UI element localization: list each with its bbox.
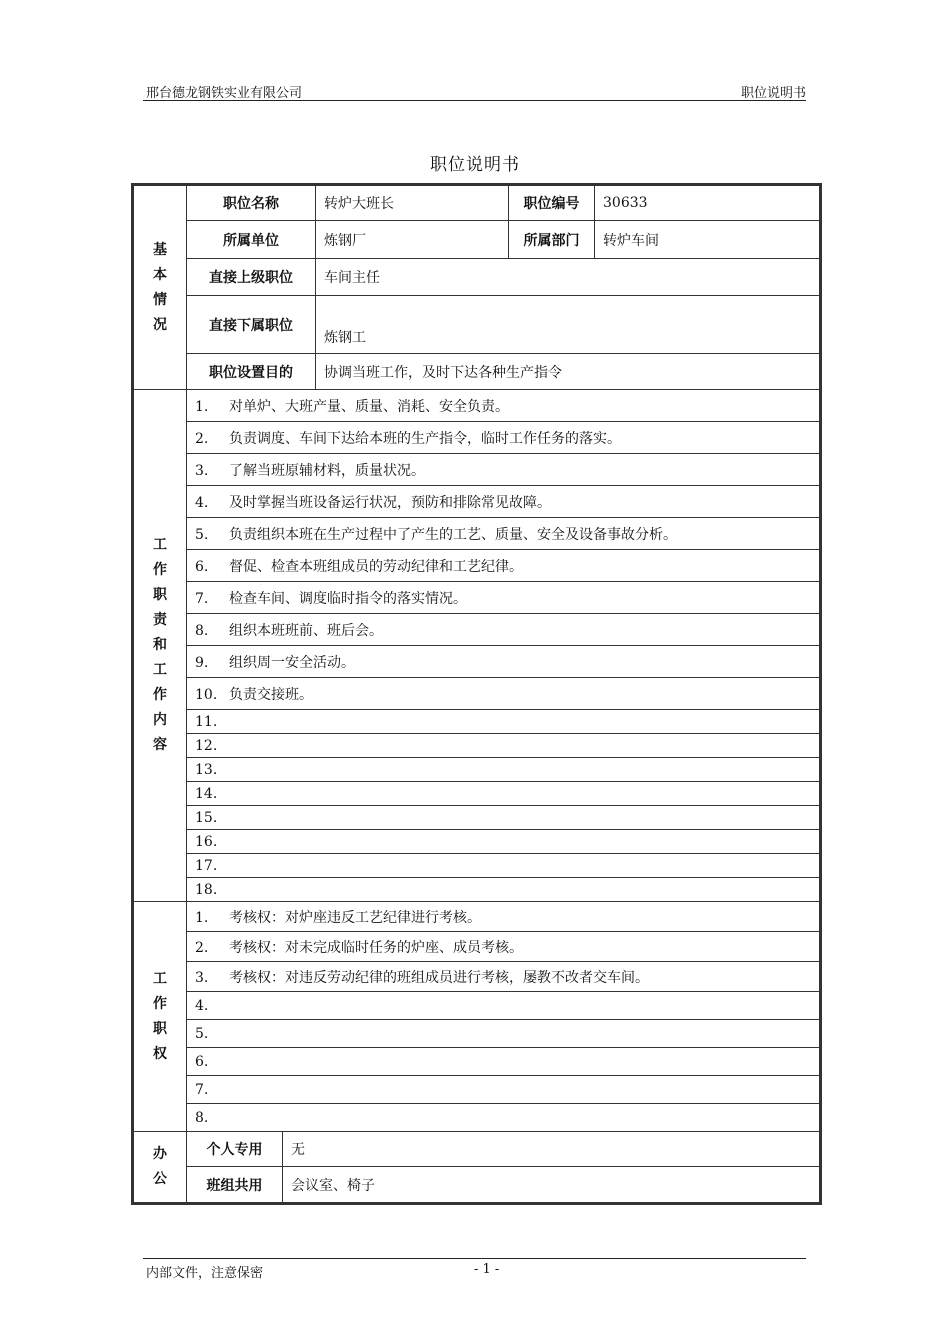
duties-item bbox=[187, 830, 821, 854]
duties-item bbox=[187, 678, 821, 710]
duties-item-number: 1. bbox=[195, 398, 209, 415]
duties-item-number: 15. bbox=[195, 809, 218, 826]
duties-item-text: 负责交接班。 bbox=[229, 686, 313, 703]
duties-item-number: 5. bbox=[195, 526, 209, 543]
duties-item-number: 18. bbox=[195, 881, 218, 898]
dept-value: 转炉车间 bbox=[595, 221, 821, 259]
position-name-value: 转炉大班长 bbox=[316, 185, 509, 221]
personal-use-label: 个人专用 bbox=[187, 1132, 283, 1167]
duties-item-number: 16. bbox=[195, 833, 218, 850]
position-name-label: 职位名称 bbox=[187, 185, 316, 221]
duties-item-text: 及时掌握当班设备运行状况，预防和排除常见故障。 bbox=[229, 494, 551, 511]
section-duties-label: 工 作 职 责 和 工 作 内 容 bbox=[133, 390, 187, 902]
duties-item bbox=[187, 646, 821, 678]
dept-label: 所属部门 bbox=[509, 221, 595, 259]
duties-item-number: 9. bbox=[195, 654, 209, 671]
authority-item bbox=[187, 962, 821, 992]
authority-item-number: 5. bbox=[195, 1025, 209, 1042]
page-number: - 1 - bbox=[474, 1262, 500, 1277]
section-basic-label: 基 本 情 况 bbox=[133, 185, 187, 390]
shared-use-label: 班组共用 bbox=[187, 1167, 283, 1204]
authority-item bbox=[187, 992, 821, 1020]
section-office-label: 办 公 bbox=[133, 1132, 187, 1204]
duties-item-number: 13. bbox=[195, 761, 218, 778]
unit-value: 炼钢厂 bbox=[316, 221, 509, 259]
duties-item bbox=[187, 614, 821, 646]
section-authority-label: 工 作 职 权 bbox=[133, 902, 187, 1132]
subordinate-value: 炼钢工 bbox=[316, 296, 821, 354]
footer-note: 内部文件，注意保密 bbox=[146, 1266, 264, 1281]
duties-item bbox=[187, 878, 821, 902]
superior-value: 车间主任 bbox=[316, 259, 821, 296]
duties-item bbox=[187, 782, 821, 806]
authority-item-number: 2. bbox=[195, 939, 209, 956]
superior-label: 直接上级职位 bbox=[187, 259, 316, 296]
authority-item bbox=[187, 1020, 821, 1048]
duties-item-number: 3. bbox=[195, 462, 209, 479]
duties-item-text: 对单炉、大班产量、质量、消耗、安全负责。 bbox=[229, 398, 509, 415]
authority-item-text: 考核权：对违反劳动纪律的班组成员进行考核，屡教不改者交车间。 bbox=[229, 969, 649, 986]
duties-item-text: 了解当班原辅材料，质量状况。 bbox=[229, 462, 425, 479]
duties-item-number: 4. bbox=[195, 494, 209, 511]
duties-item bbox=[187, 734, 821, 758]
purpose-value: 协调当班工作，及时下达各种生产指令 bbox=[316, 354, 821, 390]
duties-item bbox=[187, 854, 821, 878]
duties-item-text: 组织周一安全活动。 bbox=[229, 654, 355, 671]
authority-item-number: 4. bbox=[195, 997, 209, 1014]
authority-item-text: 考核权：对炉座违反工艺纪律进行考核。 bbox=[229, 909, 481, 926]
authority-item bbox=[187, 932, 821, 962]
duties-item-number: 8. bbox=[195, 622, 209, 639]
header-divider bbox=[143, 100, 806, 101]
job-description-table bbox=[131, 183, 822, 1205]
duties-item-number: 11. bbox=[195, 713, 218, 730]
duties-item bbox=[187, 422, 821, 454]
authority-item-number: 3. bbox=[195, 969, 209, 986]
duties-item-number: 14. bbox=[195, 785, 218, 802]
header-doc-type: 职位说明书 bbox=[740, 86, 806, 101]
authority-item-number: 6. bbox=[195, 1053, 209, 1070]
position-code-value: 30633 bbox=[595, 185, 821, 221]
authority-item-text: 考核权：对未完成临时任务的炉座、成员考核。 bbox=[229, 939, 523, 956]
duties-item-text: 督促、检查本班组成员的劳动纪律和工艺纪律。 bbox=[229, 558, 523, 575]
footer-divider bbox=[143, 1258, 806, 1259]
duties-item-number: 17. bbox=[195, 857, 218, 874]
duties-item-text: 组织本班班前、班后会。 bbox=[229, 622, 383, 639]
subordinate-label: 直接下属职位 bbox=[187, 296, 316, 354]
duties-item-number: 2. bbox=[195, 430, 209, 447]
duties-item-number: 10. bbox=[195, 686, 218, 703]
duties-item-number: 7. bbox=[195, 590, 209, 607]
duties-item bbox=[187, 518, 821, 550]
authority-item bbox=[187, 1048, 821, 1076]
authority-item bbox=[187, 1076, 821, 1104]
duties-item bbox=[187, 710, 821, 734]
duties-item bbox=[187, 454, 821, 486]
duties-item bbox=[187, 758, 821, 782]
authority-item bbox=[187, 1104, 821, 1132]
duties-item-number: 12. bbox=[195, 737, 218, 754]
purpose-label: 职位设置目的 bbox=[187, 354, 316, 390]
duties-item bbox=[187, 806, 821, 830]
authority-item bbox=[187, 902, 821, 932]
duties-item-text: 检查车间、调度临时指令的落实情况。 bbox=[229, 590, 467, 607]
authority-item-number: 8. bbox=[195, 1109, 209, 1126]
shared-use-value: 会议室、椅子 bbox=[283, 1167, 821, 1204]
duties-item bbox=[187, 582, 821, 614]
duties-item-text: 负责组织本班在生产过程中了产生的工艺、质量、安全及设备事故分析。 bbox=[229, 526, 677, 543]
duties-item bbox=[187, 486, 821, 518]
authority-item-number: 7. bbox=[195, 1081, 209, 1098]
position-code-label: 职位编号 bbox=[509, 185, 595, 221]
duties-item-text: 负责调度、车间下达给本班的生产指令，临时工作任务的落实。 bbox=[229, 430, 621, 447]
duties-item bbox=[187, 390, 821, 422]
unit-label: 所属单位 bbox=[187, 221, 316, 259]
personal-use-value: 无 bbox=[283, 1132, 821, 1167]
authority-item-number: 1. bbox=[195, 909, 209, 926]
duties-item-number: 6. bbox=[195, 558, 209, 575]
document-title: 职位说明书 bbox=[430, 155, 520, 175]
header-company: 邢台德龙钢铁实业有限公司 bbox=[146, 86, 303, 101]
duties-item bbox=[187, 550, 821, 582]
